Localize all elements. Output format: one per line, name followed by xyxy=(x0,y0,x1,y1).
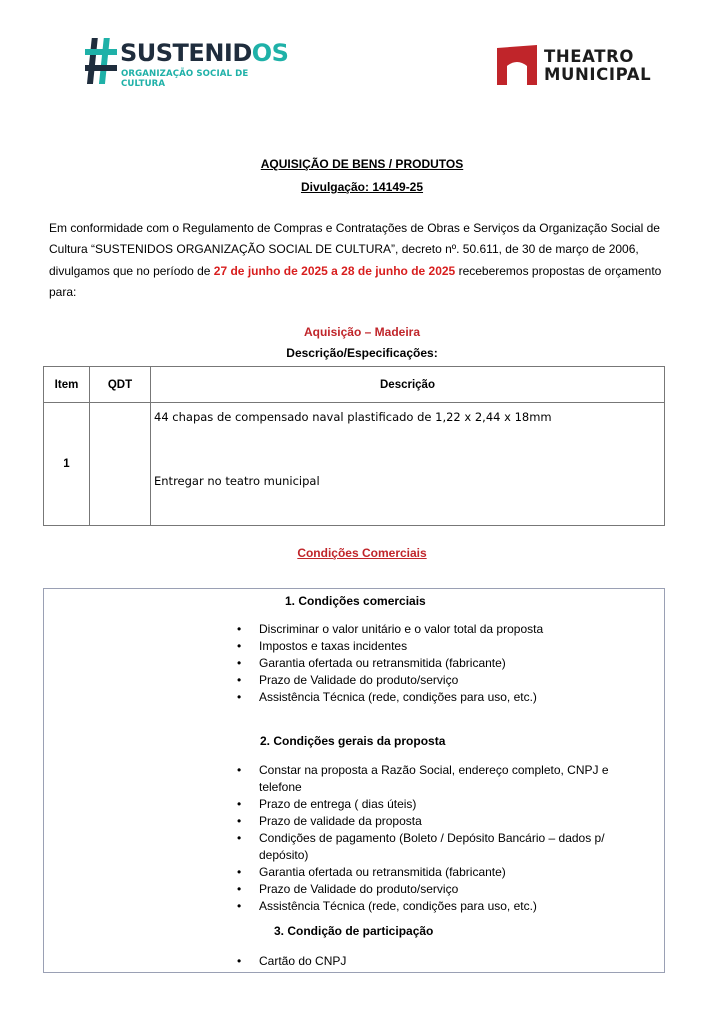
list-item: • Prazo de Validade do produto/serviço xyxy=(237,672,637,689)
section-2-list xyxy=(237,762,637,915)
header-item: Item xyxy=(44,367,90,403)
municipal-text: MUNICIPAL xyxy=(544,65,652,84)
list-item: • Garantia ofertada ou retransmitida (fabricante) xyxy=(237,864,637,881)
list-item: • Assistência Técnica (rede, condições para uso, etc.) xyxy=(237,898,637,915)
intro-text-end: receberemos propostas de orçamento para: xyxy=(49,263,662,299)
list-item: • Impostos e taxas incidentes xyxy=(237,638,637,655)
items-table xyxy=(43,366,665,526)
list-item: • Assistência Técnica (rede, condições para uso, etc.) xyxy=(237,689,637,706)
conditions-title: Condições Comerciais xyxy=(297,546,427,560)
list-item: • Constar na proposta a Razão Social, endereço completo, CNPJ e telefone xyxy=(237,762,637,796)
list-item: • Cartão do CNPJ xyxy=(237,953,637,970)
list-item: • Prazo de validade da proposta xyxy=(237,813,637,830)
conditions-box xyxy=(43,588,665,973)
intro-paragraph xyxy=(49,218,675,303)
section-2-heading: 2. Condições gerais da proposta xyxy=(260,734,446,748)
description-line: 44 chapas de compensado naval plastificado de 1,22 x 2,44 x 18mm xyxy=(154,410,552,424)
disclosure-number: Divulgação: 14149-25 xyxy=(300,180,424,194)
header-qdt: QDT xyxy=(90,367,151,403)
table-header-row xyxy=(44,367,665,403)
delivery-note: Entregar no teatro municipal xyxy=(154,474,320,488)
section-1-list xyxy=(237,621,637,706)
list-item: • Prazo de Validade do produto/serviço xyxy=(237,881,637,898)
hash-icon xyxy=(84,36,118,86)
list-item: • Garantia ofertada ou retransmitida (fabricante) xyxy=(237,655,637,672)
acquisition-heading: Aquisição – Madeira xyxy=(303,325,421,339)
section-1-heading: 1. Condições comerciais xyxy=(285,594,426,608)
item-number: 1 xyxy=(44,403,90,526)
header-description: Descrição xyxy=(151,367,665,403)
sustenidos-tagline: ORGANIZAÇÃO SOCIAL DE CULTURA xyxy=(121,69,249,89)
theatre-arch-icon xyxy=(496,44,538,86)
item-description xyxy=(151,403,665,526)
proposal-period: 27 de junho de 2025 a 28 de junho de 2025 xyxy=(213,263,456,278)
section-3-list xyxy=(237,953,637,970)
theatro-text: THEATRO xyxy=(544,47,635,66)
document-title: AQUISIÇÃO DE BENS / PRODUTOS xyxy=(260,157,464,171)
section-3-heading: 3. Condição de participação xyxy=(274,924,434,938)
list-item: • Condições de pagamento (Boleto / Depósito Bancário – dados p/ depósito) xyxy=(237,830,637,864)
spec-heading: Descrição/Especificações: xyxy=(286,346,438,360)
item-quantity xyxy=(90,403,151,526)
sustenidos-brand: SUSTENIDOS xyxy=(120,39,289,67)
list-item: • Discriminar o valor unitário e o valor total da proposta xyxy=(237,621,637,638)
theatro-municipal-logo xyxy=(496,44,666,88)
list-item: • Prazo de entrega ( dias úteis) xyxy=(237,796,637,813)
sustenidos-logo xyxy=(84,36,289,89)
table-row xyxy=(44,403,665,526)
intro-text-start: Em conformidade com o Regulamento de Compras e Contratações de Obras e Serviços da Organização Social de Cultura “SUSTENIDOS ORGANIZAÇÃO SOCIAL DE CULTURA”, decreto nº. 50.611, de 30 de março de 2006, divulgamos que no período de xyxy=(49,221,660,278)
